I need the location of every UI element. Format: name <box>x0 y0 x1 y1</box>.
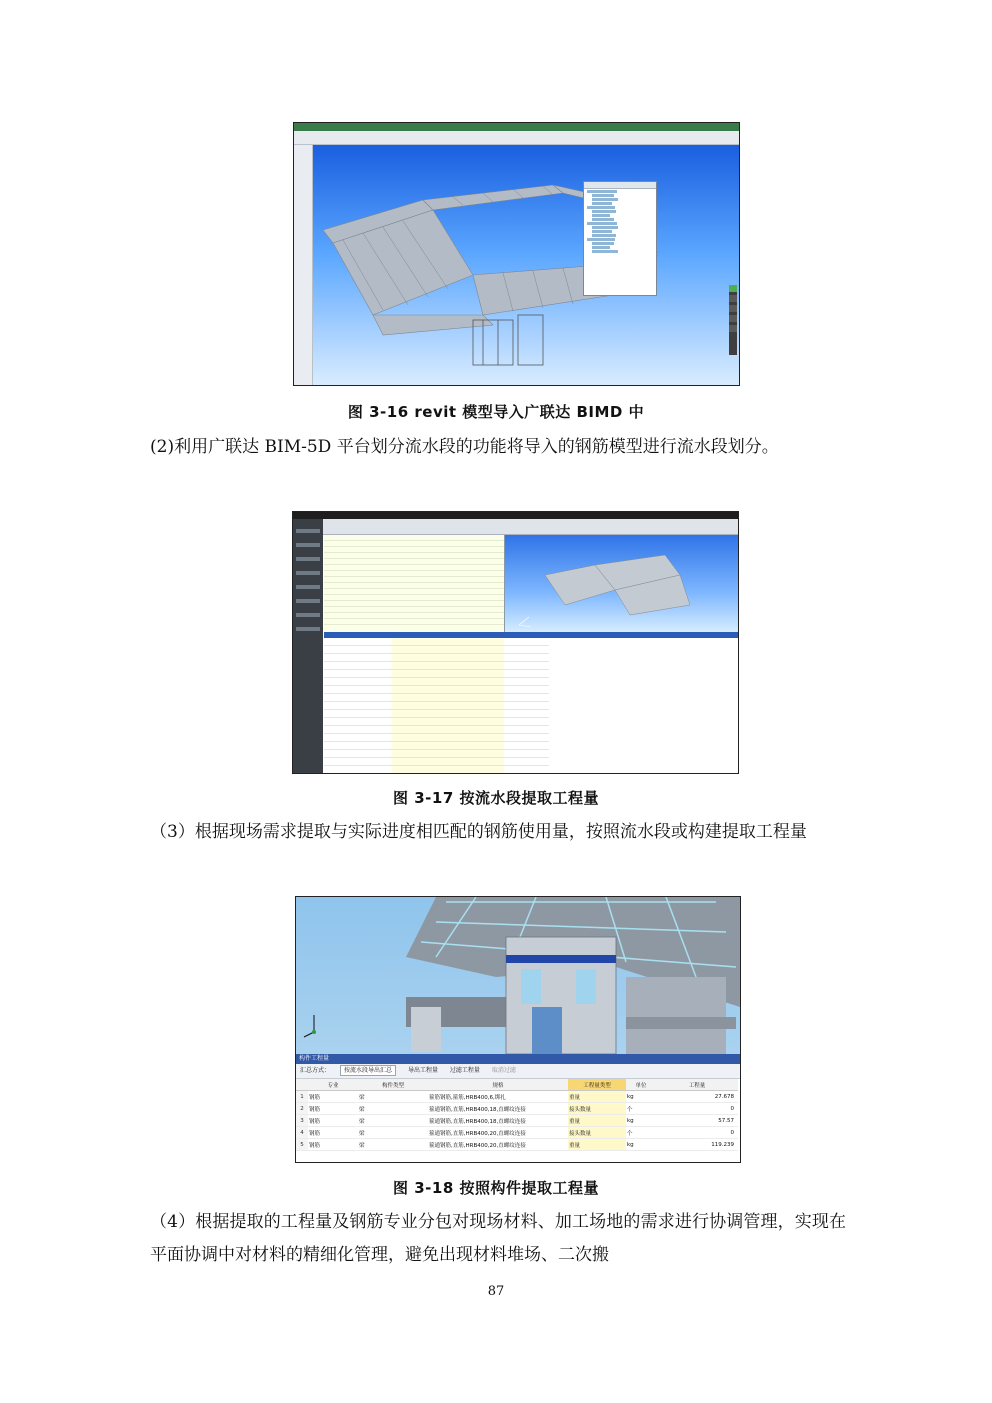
figure-3-17-screenshot <box>292 511 739 774</box>
panel-toolbar <box>296 1064 740 1079</box>
model-viewport <box>505 535 738 632</box>
export-quantity-button[interactable]: 导出工程量 <box>407 1067 438 1074</box>
app-toolbar <box>294 131 739 145</box>
cell-quantity: 119.239 <box>656 1139 738 1151</box>
cell-type: 梁 <box>358 1127 428 1139</box>
cell-spec: 箍通钢筋,直筋,HRB400,18,直螺纹连接 <box>428 1103 568 1115</box>
header-unit[interactable]: 单位 <box>626 1079 656 1091</box>
app-toolbar <box>293 519 738 535</box>
tree-panel[interactable] <box>583 181 657 296</box>
header-major[interactable]: 专业 <box>308 1079 358 1091</box>
figure-3-16-caption: 图 3-16 revit 模型导入广联达 BIMD 中 <box>347 403 645 421</box>
panel-title: 构件工程量 <box>296 1054 740 1064</box>
cell-quantity-type: 重量 <box>568 1091 626 1103</box>
header-index <box>296 1079 308 1091</box>
app-sidebar <box>294 145 313 385</box>
paragraph-4: （4）根据提取的工程量及钢筋专业分包对现场材料、加工场地的需求进行协调管理，实现在平面协调中对材料的精细化管理，避免出现材料堆场、二次搬 <box>150 1212 846 1265</box>
cell-unit: 个 <box>626 1103 656 1115</box>
cell-quantity-type: 重量 <box>568 1139 626 1151</box>
cell-quantity-type: 接头数量 <box>568 1103 626 1115</box>
table-row[interactable] <box>296 1103 738 1115</box>
cell-unit: 个 <box>626 1127 656 1139</box>
cell-type: 梁 <box>358 1091 428 1103</box>
cell-type: 梁 <box>358 1115 428 1127</box>
summary-mode-select[interactable]: 按流水段导出汇总 <box>340 1065 396 1076</box>
model-viewport <box>296 897 740 1054</box>
page-number: 87 <box>487 1284 505 1299</box>
app-sidebar <box>293 519 323 773</box>
paragraph-2: (2)利用广联达 BIM-5D 平台划分流水段的功能将导入的钢筋模型进行流水段划分。 <box>150 437 779 457</box>
cell-quantity-type: 重量 <box>568 1115 626 1127</box>
cell-quantity: 0 <box>656 1103 738 1115</box>
figure-3-17-caption: 图 3-17 按流水段提取工程量 <box>393 789 599 807</box>
figure-3-18-screenshot <box>295 896 741 1163</box>
cell-major: 钢筋 <box>308 1091 358 1103</box>
filter-quantity-button[interactable]: 过滤工程量 <box>449 1067 480 1074</box>
cell-major: 钢筋 <box>308 1127 358 1139</box>
row-index: 4 <box>296 1127 308 1139</box>
model-viewport <box>313 145 739 385</box>
cell-quantity: 57.57 <box>656 1115 738 1127</box>
app-titlebar <box>293 512 738 519</box>
building-model-illustration <box>296 897 740 1054</box>
row-index: 5 <box>296 1139 308 1151</box>
row-index: 1 <box>296 1091 308 1103</box>
figure-3-16-screenshot <box>293 122 740 386</box>
header-component-type[interactable]: 构件类型 <box>358 1079 428 1091</box>
cell-major: 钢筋 <box>308 1103 358 1115</box>
component-quantity-panel <box>296 1054 740 1162</box>
summary-mode-label: 汇总方式： <box>300 1067 331 1074</box>
row-index: 3 <box>296 1115 308 1127</box>
table-row[interactable] <box>296 1115 738 1127</box>
table-row[interactable] <box>296 1139 738 1151</box>
header-quantity-type[interactable]: 工程量类型 <box>568 1079 626 1091</box>
building-model-illustration <box>313 145 739 385</box>
view-nav-bar[interactable] <box>729 285 737 355</box>
row-index: 2 <box>296 1103 308 1115</box>
cell-quantity: 27.678 <box>656 1091 738 1103</box>
cell-spec: 箍通钢筋,直筋,HRB400,20,直螺纹连接 <box>428 1139 568 1151</box>
figure-3-18-caption: 图 3-18 按照构件提取工程量 <box>393 1179 599 1197</box>
table-row[interactable] <box>296 1091 738 1103</box>
cell-major: 钢筋 <box>308 1115 358 1127</box>
cell-quantity: 0 <box>656 1127 738 1139</box>
table-row[interactable] <box>296 1127 738 1139</box>
component-quantity-table <box>296 1079 738 1151</box>
header-spec[interactable]: 规格 <box>428 1079 568 1091</box>
cell-spec: 箍筋钢筋,箍筋,HRB400,6,绑扎 <box>428 1091 568 1103</box>
quantity-grid <box>324 638 549 773</box>
flow-section-tree <box>324 535 505 632</box>
cell-spec: 箍通钢筋,直筋,HRB400,20,直螺纹连接 <box>428 1127 568 1139</box>
cell-type: 梁 <box>358 1139 428 1151</box>
header-quantity[interactable]: 工程量 <box>656 1079 738 1091</box>
app-titlebar <box>294 123 739 131</box>
cell-unit: kg <box>626 1091 656 1103</box>
building-model-illustration <box>505 535 738 632</box>
cell-quantity-type: 接头数量 <box>568 1127 626 1139</box>
cancel-filter-button[interactable]: 取消过滤 <box>491 1067 516 1074</box>
cell-type: 梁 <box>358 1103 428 1115</box>
cell-major: 钢筋 <box>308 1139 358 1151</box>
cell-unit: kg <box>626 1139 656 1151</box>
cell-spec: 箍通钢筋,直筋,HRB400,18,直螺纹连接 <box>428 1115 568 1127</box>
cell-unit: kg <box>626 1115 656 1127</box>
paragraph-3: （3）根据现场需求提取与实际进度相匹配的钢筋使用量，按照流水段或构建提取工程量 <box>150 822 807 842</box>
